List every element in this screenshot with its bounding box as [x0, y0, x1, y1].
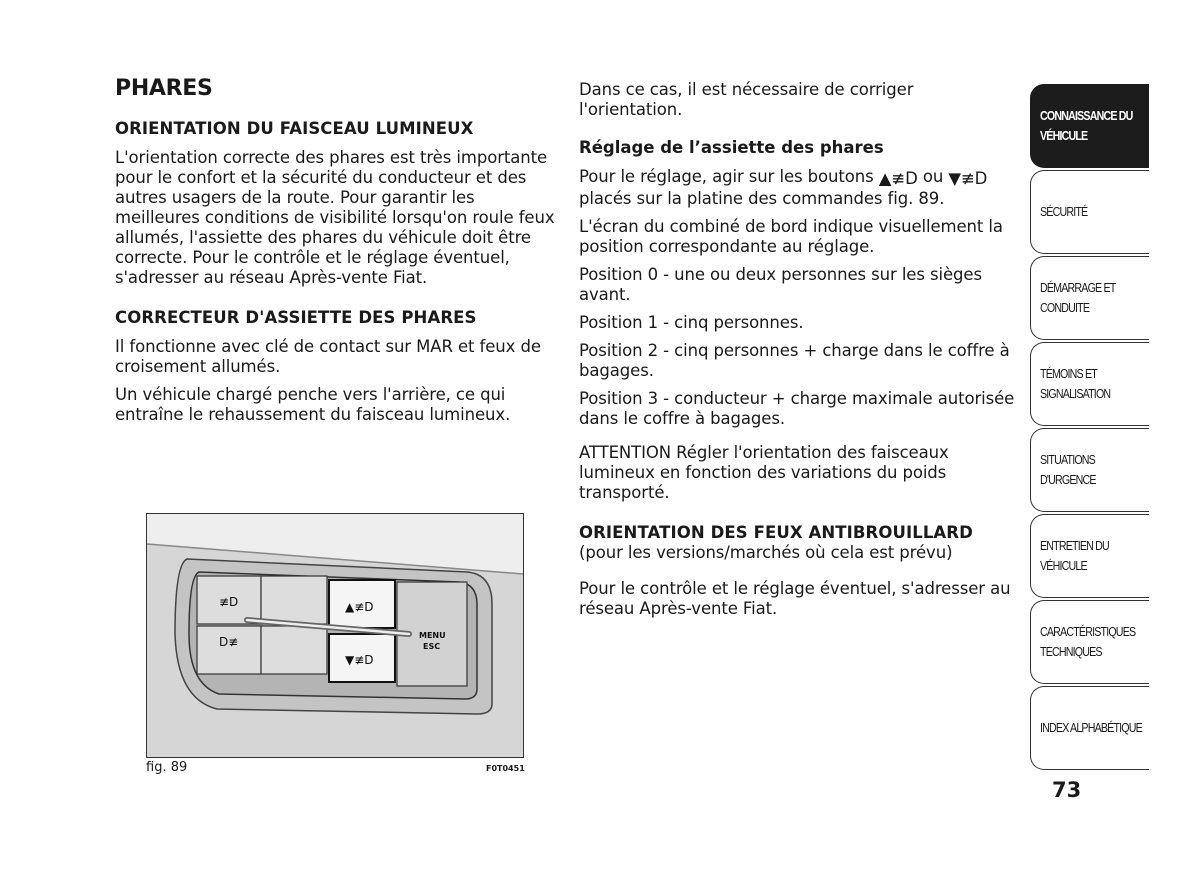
paragraph-orientation: L'orientation correcte des phares est très importante pour le confort et la sécurité du conducteur et des autres usagers de la route. Pour garantir les meilleures conditions de visibilité lorsqu'on roule feux allumés, l'assiette des phares du véhicule doit être correcte. Pour le contrôle et le réglage éventuel, s'adresser au réseau Après-vente Fiat. — [115, 148, 555, 287]
svg-text:D≢: D≢ — [219, 635, 239, 649]
menu-label: MENU — [419, 631, 446, 640]
attention-note: ATTENTION Régler l'orientation des faisceaux lumineux en fonction des variations du poids transporté. — [579, 443, 949, 502]
paragraph-reglage: Pour le réglage, agir sur les boutons ▲≢D ou ▼≢D placés sur la platine des commandes fig. 89. — [579, 167, 988, 208]
paragraph-correcteur-2: Un véhicule chargé penche vers l'arrière, ce qui entraîne le rehaussement du faisceau lumineux. — [115, 385, 511, 424]
svg-text:≢D: ≢D — [219, 595, 239, 609]
figure-caption: fig. 89 — [146, 760, 188, 775]
left-column — [115, 76, 555, 433]
tab-demarrage-conduite[interactable]: DÉMARRAGE ET CONDUITE — [1030, 256, 1149, 340]
tab-caracteristiques-techniques[interactable]: CARACTÉRISTIQUES TECHNIQUES — [1030, 600, 1149, 684]
paragraph-correcteur-1: Il fonctionne avec clé de contact sur MAR et feux de croisement allumés. — [115, 337, 541, 376]
section-heading-orientation: ORIENTATION DU FAISCEAU LUMINEUX — [115, 119, 474, 138]
tab-securite[interactable]: SÉCURITÉ — [1030, 170, 1149, 254]
headlamp-down-icon: ▼≢D — [948, 169, 988, 188]
tab-connaissance-vehicule[interactable]: CONNAISSANCE DU VÉHICULE — [1030, 84, 1149, 168]
position-3: Position 3 - conducteur + charge maximale autorisée dans le coffre à bagages. — [579, 389, 1015, 428]
figure-code: F0T0451 — [486, 764, 525, 773]
middle-column — [579, 80, 1019, 627]
tab-entretien-vehicule[interactable]: ENTRETIEN DU VÉHICULE — [1030, 514, 1149, 598]
section-heading-correcteur: CORRECTEUR D'ASSIETTE DES PHARES — [115, 308, 477, 327]
esc-label: ESC — [423, 642, 441, 651]
svg-text:▼≢D: ▼≢D — [345, 653, 374, 667]
position-0: Position 0 - une ou deux personnes sur les sièges avant. — [579, 265, 982, 304]
position-1: Position 1 - cinq personnes. — [579, 313, 804, 332]
figure-89-control-panel — [146, 513, 524, 758]
position-2: Position 2 - cinq personnes + charge dans le coffre à bagages. — [579, 341, 1010, 380]
tab-index-alphabetique[interactable]: INDEX ALPHABÉTIQUE — [1030, 686, 1149, 770]
page-number: 73 — [1052, 778, 1082, 802]
paragraph-intro: Dans ce cas, il est nécessaire de corriger l'orientation. — [579, 80, 914, 119]
fog-note: (pour les versions/marchés où cela est prévu) — [579, 543, 953, 562]
paragraph-antibrouillard: Pour le contrôle et le réglage éventuel, s'adresser au réseau Après-vente Fiat. — [579, 579, 1011, 618]
paragraph-display: L'écran du combiné de bord indique visuellement la position correspondante au réglage. — [579, 217, 1003, 256]
tab-temoins-signalisation[interactable]: TÉMOINS ET SIGNALISATION — [1030, 342, 1149, 426]
svg-text:▲≢D: ▲≢D — [345, 600, 374, 614]
subheading-reglage: Réglage de l’assiette des phares — [579, 138, 884, 157]
page-title: PHARES — [115, 76, 213, 101]
tab-situations-urgence[interactable]: SITUATIONS D'URGENCE — [1030, 428, 1149, 512]
section-heading-antibrouillard: ORIENTATION DES FEUX ANTIBROUILLARD — [579, 523, 973, 542]
chapter-tabs — [1030, 84, 1149, 772]
headlamp-up-icon: ▲≢D — [878, 169, 918, 188]
